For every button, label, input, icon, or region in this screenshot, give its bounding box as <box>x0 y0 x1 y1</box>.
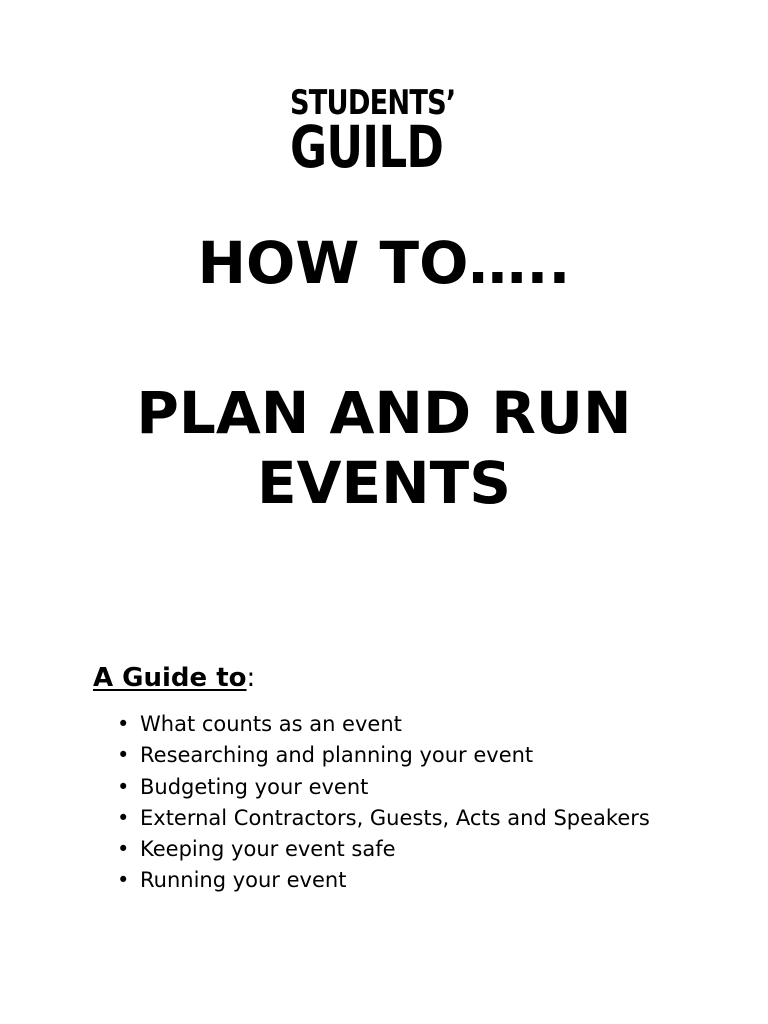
logo-line-students: STUDENTS’ <box>290 83 456 123</box>
students-guild-logo <box>290 83 460 181</box>
logo-line-guild: GUILD <box>290 113 444 181</box>
list-item-text: External Contractors, Guests, Acts and Speakers <box>140 805 650 830</box>
list-item-text: Researching and planning your event <box>140 743 534 768</box>
title-plan-and-run-events <box>0 378 768 518</box>
list-item-text: Budgeting your event <box>140 774 369 799</box>
bullet-icon: • <box>117 743 130 768</box>
bullet-icon: • <box>117 805 130 830</box>
list-item-text: Running your event <box>140 868 347 893</box>
bullet-icon: • <box>117 774 130 799</box>
title-line-events: EVENTS <box>256 449 511 517</box>
bullet-icon: • <box>117 868 130 893</box>
bullet-icon: • <box>117 837 130 862</box>
list-item-text: What counts as an event <box>140 712 402 736</box>
title-how-to: HOW TO….. <box>197 229 571 297</box>
guide-heading-colon: : <box>246 663 256 693</box>
title-line-plan-and-run: PLAN AND RUN <box>136 379 632 447</box>
guide-heading <box>93 660 255 696</box>
bullet-icon: • <box>117 712 130 736</box>
guide-heading-label: A Guide to <box>93 663 247 693</box>
list-item-text: Keeping your event safe <box>140 837 396 862</box>
